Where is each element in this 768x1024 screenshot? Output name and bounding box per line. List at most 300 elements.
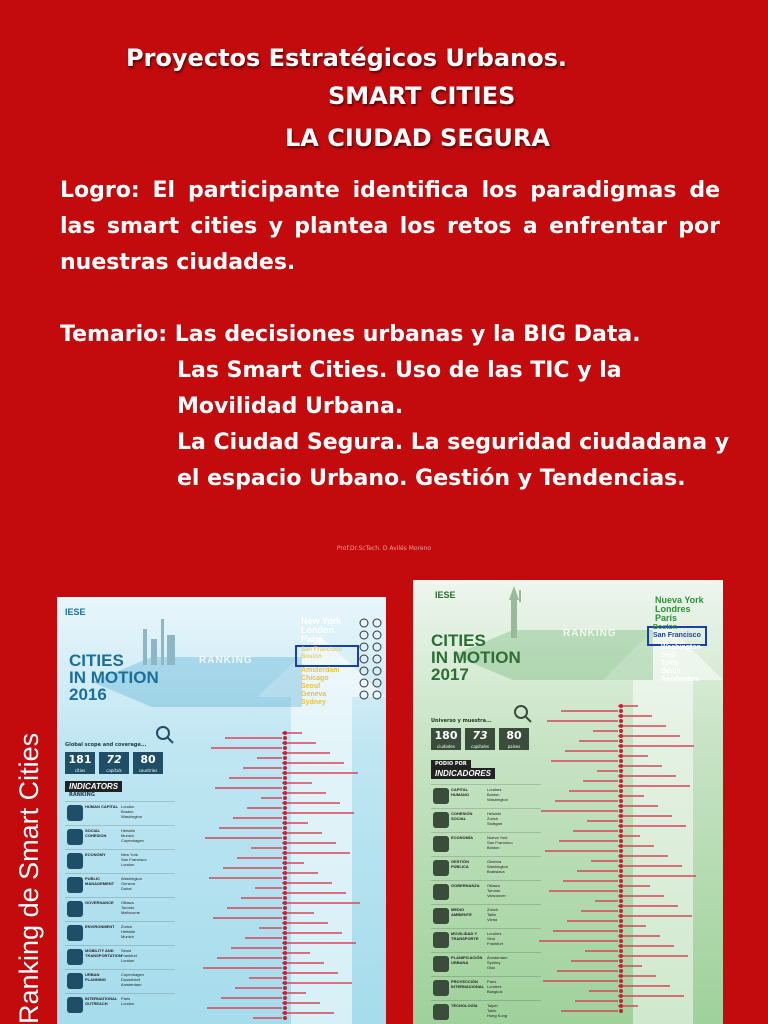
ranking-line — [573, 830, 618, 832]
ranking-line — [282, 832, 322, 834]
indicator-cities — [121, 996, 134, 1006]
ranking-line — [589, 990, 618, 992]
ranking-dot — [619, 879, 623, 883]
ranking-line — [557, 970, 618, 972]
indicator-row — [431, 952, 541, 975]
ranking-line — [618, 765, 662, 767]
ranking-dot — [283, 731, 287, 735]
ranking-dot — [619, 704, 623, 708]
indicator-name: INTERNATIONAL OUTREACH — [85, 996, 118, 1006]
ranking-dot — [283, 956, 287, 960]
ranking-dot — [283, 981, 287, 985]
indicator-city: Washington — [121, 814, 142, 819]
indicators-heading: INDICATORS — [65, 781, 122, 792]
indicator-city: Geneva — [121, 881, 136, 886]
iese-logo: IESE — [435, 590, 456, 600]
ranking-dot — [619, 839, 623, 843]
ranking-line — [227, 907, 282, 909]
ranking-dot — [283, 781, 287, 785]
indicator-name: SOCIAL COHESION — [85, 828, 107, 838]
ranking-line — [215, 787, 282, 789]
ranking-dot — [619, 994, 623, 998]
ranking-dot — [619, 769, 623, 773]
indicator-city: London — [121, 862, 135, 867]
indicator-cities — [487, 811, 502, 826]
ranking-dot — [283, 1001, 287, 1005]
ranking-line — [257, 757, 282, 759]
ranking-line — [259, 927, 282, 929]
stat-label: ciudades — [437, 744, 455, 749]
ranking-dot — [283, 1011, 287, 1015]
ranking-line — [618, 735, 680, 737]
ranking-dot — [619, 899, 623, 903]
ranking-dot — [283, 1016, 287, 1020]
ranking-line — [618, 955, 688, 957]
top-city: Berlín — [661, 668, 681, 675]
indicator-city: Copenhagen — [121, 972, 144, 977]
ranking-line — [223, 867, 282, 869]
indicator-city: Paris — [121, 996, 131, 1001]
stat-capitals — [99, 752, 129, 774]
ranking-line — [618, 935, 660, 937]
ranking-dot — [283, 906, 287, 910]
ranking-dot — [283, 916, 287, 920]
top-city: London — [301, 625, 334, 635]
temario-item: el espacio Urbano. Gestión y Tendencias. — [177, 466, 686, 491]
indicator-city: San Francisco — [121, 857, 147, 862]
temario-item: Movilidad Urbana. — [177, 394, 404, 419]
indicator-city: Toronto — [121, 905, 135, 910]
indicator-city: Helsinki — [487, 811, 502, 816]
ranking-line — [543, 980, 618, 982]
ranking-dot — [619, 884, 623, 888]
ranking-dot — [619, 864, 623, 868]
top-city: Geneva — [301, 691, 327, 698]
ranking-line — [282, 972, 338, 974]
ranking-dot — [283, 976, 287, 980]
ranking-line — [618, 875, 696, 877]
indicator-name: TECNOLOGÍA — [451, 1003, 478, 1008]
indicator-city: San Francisco — [487, 840, 513, 845]
ranking-dot — [619, 959, 623, 963]
stat-value: 180 — [434, 729, 458, 742]
ranking-dot — [619, 804, 623, 808]
ranking-dot — [619, 949, 623, 953]
indicator-city: Seoul — [121, 948, 132, 953]
top-city: Washington — [661, 644, 701, 651]
ranking-dot — [619, 914, 623, 918]
stat-value: 80 — [506, 729, 522, 742]
ranking-dot — [283, 871, 287, 875]
ranking-dot — [283, 806, 287, 810]
top-city: Paris — [301, 634, 324, 644]
ranking-dot — [283, 936, 287, 940]
ranking-line — [587, 820, 618, 822]
ranking-dot — [283, 926, 287, 930]
ranking-line — [245, 937, 282, 939]
ranking-dot — [283, 876, 287, 880]
indicator-city: Ginebra — [487, 859, 502, 864]
ranking-line — [559, 840, 618, 842]
ranking-dot — [619, 889, 623, 893]
ranking-line — [282, 752, 330, 754]
ranking-dot — [283, 1006, 287, 1010]
ranking-line — [618, 985, 670, 987]
stat-value: 181 — [68, 753, 92, 766]
ranking-line — [207, 1007, 282, 1009]
ranking-dot — [283, 811, 287, 815]
top-city: Chicago — [301, 675, 329, 682]
ranking-line — [282, 962, 324, 964]
ranking-dot — [283, 766, 287, 770]
magnifier-icon — [155, 725, 175, 745]
ranking-dot — [283, 801, 287, 805]
indicator-city: Tallin — [487, 912, 497, 917]
ranking-dot — [283, 796, 287, 800]
ranking-line — [569, 790, 618, 792]
indicator-city: Boston — [487, 845, 500, 850]
ranking-line — [209, 877, 282, 879]
ranking-line — [282, 982, 352, 984]
ranking-dot — [283, 881, 287, 885]
ranking-line — [205, 837, 282, 839]
ranking-dot — [619, 744, 623, 748]
stat-countries — [499, 728, 529, 750]
indicator-name: MOBILITY AND TRANSPORTATION — [85, 948, 122, 958]
indicator-icon — [67, 901, 83, 917]
ranking-line — [553, 930, 618, 932]
ranking-dot — [283, 836, 287, 840]
ranking-line — [545, 850, 618, 852]
ranking-line — [618, 775, 676, 777]
slide-title-line1: Proyectos Estratégicos Urbanos. — [126, 44, 568, 72]
indicator-cities — [121, 852, 147, 867]
skyline-icon — [139, 615, 179, 665]
ranking-dot — [283, 961, 287, 965]
indicator-row — [431, 928, 541, 951]
indicator-icon — [67, 805, 83, 821]
ranking-dot — [619, 819, 623, 823]
indicator-city: Helsinki — [121, 828, 136, 833]
indicator-city: Munich — [121, 934, 134, 939]
indicator-icon — [67, 829, 83, 845]
poster-title-line: IN MOTION — [431, 648, 521, 667]
top-city: Boston — [301, 654, 322, 660]
indicator-name: MOVILIDAD Y TRANSPORTE — [451, 931, 479, 941]
ranking-dot — [283, 771, 287, 775]
top-city: New York — [301, 616, 342, 626]
indicator-row — [65, 825, 175, 848]
ranking-dot — [283, 931, 287, 935]
ranking-line — [247, 807, 282, 809]
ranking-dot — [283, 866, 287, 870]
indicator-icon — [433, 956, 449, 972]
slide-title-line3: LA CIUDAD SEGURA — [285, 124, 550, 152]
ranking-dot — [283, 966, 287, 970]
ranking-dot — [619, 849, 623, 853]
ranking-dot — [283, 901, 287, 905]
ranking-dot — [619, 989, 623, 993]
ranking-dot — [283, 971, 287, 975]
indicator-row — [65, 921, 175, 944]
ranking-dot — [619, 859, 623, 863]
indicator-row — [431, 904, 541, 927]
footer-note: Prof.Dr.ScTech. D Avilés Moreno — [336, 545, 432, 552]
indicator-city: Tokio — [487, 1008, 497, 1013]
indicators-sub: PODIO POR — [431, 760, 471, 768]
top-city: San Francisco — [301, 647, 343, 653]
ranking-dot — [283, 846, 287, 850]
ranking-dot — [619, 719, 623, 723]
indicator-city: Toronto — [487, 888, 501, 893]
ranking-dot — [619, 939, 623, 943]
ranking-dot — [283, 736, 287, 740]
indicator-city: Munich — [121, 833, 134, 838]
ranking-word: RANKING — [199, 655, 253, 666]
top-city: París — [655, 613, 678, 623]
ranking-dot — [619, 979, 623, 983]
indicator-city: Taipéi — [487, 1003, 498, 1008]
iese-logo: IESE — [65, 607, 86, 617]
ranking-line — [618, 845, 654, 847]
indicator-city: Amsterdam — [121, 982, 142, 987]
ranking-dot — [283, 941, 287, 945]
ranking-dot — [619, 784, 623, 788]
poster-cities-in-motion-2016 — [57, 597, 386, 1024]
indicator-icon — [433, 908, 449, 924]
ranking-dot — [283, 786, 287, 790]
indicator-city: Washington — [487, 797, 508, 802]
ranking-dot — [619, 1004, 623, 1008]
indicator-name: GOBERNANZA — [451, 883, 480, 888]
temario-label: Temario: Las decisiones urbanas y la BIG Data. — [60, 322, 641, 347]
ranking-dot — [283, 841, 287, 845]
indicator-cities — [121, 900, 140, 915]
ranking-dot — [283, 791, 287, 795]
ranking-dot — [619, 734, 623, 738]
ranking-dot — [283, 816, 287, 820]
ranking-line — [282, 792, 326, 794]
ranking-line — [549, 890, 618, 892]
ranking-dot — [619, 739, 623, 743]
indicator-row — [431, 1000, 541, 1023]
ranking-line — [618, 725, 666, 727]
indicator-city: Boston — [487, 792, 500, 797]
ranking-line — [618, 905, 678, 907]
indicator-city: Dubai — [121, 886, 132, 891]
indicator-name: GESTIÓN PÚBLICA — [451, 859, 470, 869]
top-city: Seúl — [661, 652, 676, 659]
ranking-dot — [619, 974, 623, 978]
indicator-row — [431, 808, 541, 831]
ranking-line — [618, 785, 690, 787]
ranking-line — [282, 802, 340, 804]
indicator-cities — [121, 948, 137, 963]
indicator-row — [65, 849, 175, 872]
indicator-city: Nueva York — [487, 835, 508, 840]
ranking-line — [282, 922, 328, 924]
ranking-line — [583, 780, 618, 782]
ranking-dot — [283, 986, 287, 990]
ranking-word: RANKING — [563, 628, 617, 639]
poster-title-line: CITIES — [69, 651, 124, 670]
ranking-line — [561, 1010, 618, 1012]
indicator-city: Zúrich — [487, 816, 499, 821]
indicator-city: Ottawa — [121, 900, 134, 905]
ranking-dot — [283, 911, 287, 915]
indicator-city: Washington — [487, 864, 508, 869]
ranking-line — [618, 865, 682, 867]
indicator-row — [65, 801, 175, 824]
indicator-icon — [67, 925, 83, 941]
stat-label: capitales — [471, 744, 489, 749]
indicator-city: Helsinki — [121, 929, 136, 934]
poster-title-line: CITIES — [431, 631, 486, 650]
indicator-icon — [67, 997, 83, 1013]
ranking-line — [282, 1012, 334, 1014]
ranking-line — [618, 895, 664, 897]
ranking-dot — [619, 844, 623, 848]
slide-title-line2: SMART CITIES — [328, 82, 516, 110]
indicator-city: Ottawa — [487, 883, 500, 888]
indicator-row — [431, 832, 541, 855]
ranking-dot — [283, 831, 287, 835]
stat-cities — [431, 728, 461, 750]
indicators-heading: INDICADORES — [431, 768, 495, 779]
top-cities-highlighted — [653, 624, 701, 640]
ranking-line — [561, 710, 618, 712]
ranking-dot — [283, 991, 287, 995]
indicator-city: Londres — [487, 931, 502, 936]
indicator-row — [65, 993, 175, 1016]
side-ranking-label: Ranking de Smart Cities — [14, 732, 44, 1024]
indicator-city: London — [121, 804, 135, 809]
ranking-dot — [283, 921, 287, 925]
ranking-dot — [283, 826, 287, 830]
ranking-line — [282, 1002, 320, 1004]
ranking-dot — [283, 891, 287, 895]
ranking-line — [235, 987, 282, 989]
top-city: San Francisco — [653, 632, 701, 639]
ranking-line — [618, 855, 668, 857]
ranking-line — [618, 945, 674, 947]
indicator-city: Dusseldorf — [121, 977, 141, 982]
indicator-icon — [433, 1004, 449, 1020]
ranking-dot — [283, 776, 287, 780]
indicator-icon — [67, 853, 83, 869]
indicator-city: Boston — [121, 809, 134, 814]
ranking-line — [217, 957, 282, 959]
ranking-line — [282, 872, 318, 874]
ranking-dot — [619, 894, 623, 898]
indicator-city: Bangkok — [487, 989, 503, 994]
indicators-sub: RANKING — [69, 792, 95, 798]
ranking-dot — [283, 951, 287, 955]
ranking-line — [255, 887, 282, 889]
indicator-cities — [487, 835, 513, 850]
stat-value: 73 — [472, 729, 488, 742]
ranking-line — [203, 967, 282, 969]
poster-title-line: 2016 — [69, 685, 107, 704]
ranking-dot — [283, 761, 287, 765]
ranking-dot — [619, 774, 623, 778]
ranking-dot — [283, 851, 287, 855]
indicator-city: París — [487, 979, 497, 984]
indicator-icon — [67, 877, 83, 893]
ranking-line — [282, 932, 342, 934]
ranking-line — [229, 777, 282, 779]
indicator-city: Copenhagen — [121, 838, 144, 843]
indicator-city: Zurich — [121, 924, 133, 929]
ranking-line — [618, 825, 686, 827]
indicator-name: GOVERNANCE — [85, 900, 114, 905]
ranking-line — [618, 805, 658, 807]
ranking-line — [282, 812, 354, 814]
statue-of-liberty-icon — [493, 586, 533, 638]
ranking-line — [593, 730, 618, 732]
ranking-dot — [619, 854, 623, 858]
top-cities-list-more — [301, 667, 340, 707]
ranking-dot — [283, 996, 287, 1000]
ranking-line — [541, 810, 618, 812]
indicator-cities — [487, 955, 507, 970]
ranking-dot — [619, 714, 623, 718]
indicator-name: MEDIO AMBIENTE — [451, 907, 472, 917]
indicator-row — [431, 856, 541, 879]
indicator-city: New York — [121, 852, 138, 857]
indicator-city: Londres — [487, 984, 502, 989]
ranking-dot — [619, 764, 623, 768]
top-cities-highlighted — [301, 647, 342, 661]
indicator-icon — [67, 973, 83, 989]
indicator-name: PLANIFICACIÓN URBANA — [451, 955, 483, 965]
ranking-line — [241, 897, 282, 899]
ranking-line — [551, 760, 618, 762]
ranking-dot — [619, 874, 623, 878]
stat-label: capitals — [106, 768, 122, 773]
top-cities-list-more — [661, 644, 701, 684]
indicator-icon — [67, 949, 83, 965]
indicator-name: HUMAN CAPITAL — [85, 804, 119, 809]
indicator-cities — [121, 804, 142, 819]
indicator-icon — [433, 788, 449, 804]
ranking-line — [251, 847, 282, 849]
ranking-dot — [619, 834, 623, 838]
ranking-line — [618, 815, 672, 817]
indicator-row — [65, 897, 175, 920]
indicator-name: URBAN PLANNING — [85, 972, 106, 982]
ranking-line — [225, 737, 282, 739]
indicator-cities — [487, 787, 508, 802]
ranking-line — [591, 860, 618, 862]
ranking-dot — [619, 814, 623, 818]
ranking-dot — [283, 861, 287, 865]
ranking-line — [563, 880, 618, 882]
indicator-cities — [487, 931, 503, 946]
logro-paragraph: Logro: El participante identifica los paradigmas de las smart cities y plantea los retos a enfrentar por nuestras ciudades. — [60, 178, 720, 275]
ranking-line — [253, 1017, 282, 1019]
ranking-line — [618, 995, 684, 997]
ranking-line — [282, 742, 316, 744]
temario-item: La Ciudad Segura. La seguridad ciudadana y — [177, 430, 730, 455]
stat-value: 72 — [106, 753, 122, 766]
ranking-dot — [619, 909, 623, 913]
ranking-line — [565, 750, 618, 752]
indicator-row — [431, 976, 541, 999]
ranking-dot — [619, 964, 623, 968]
ranking-dot — [283, 741, 287, 745]
ranking-dot — [619, 944, 623, 948]
